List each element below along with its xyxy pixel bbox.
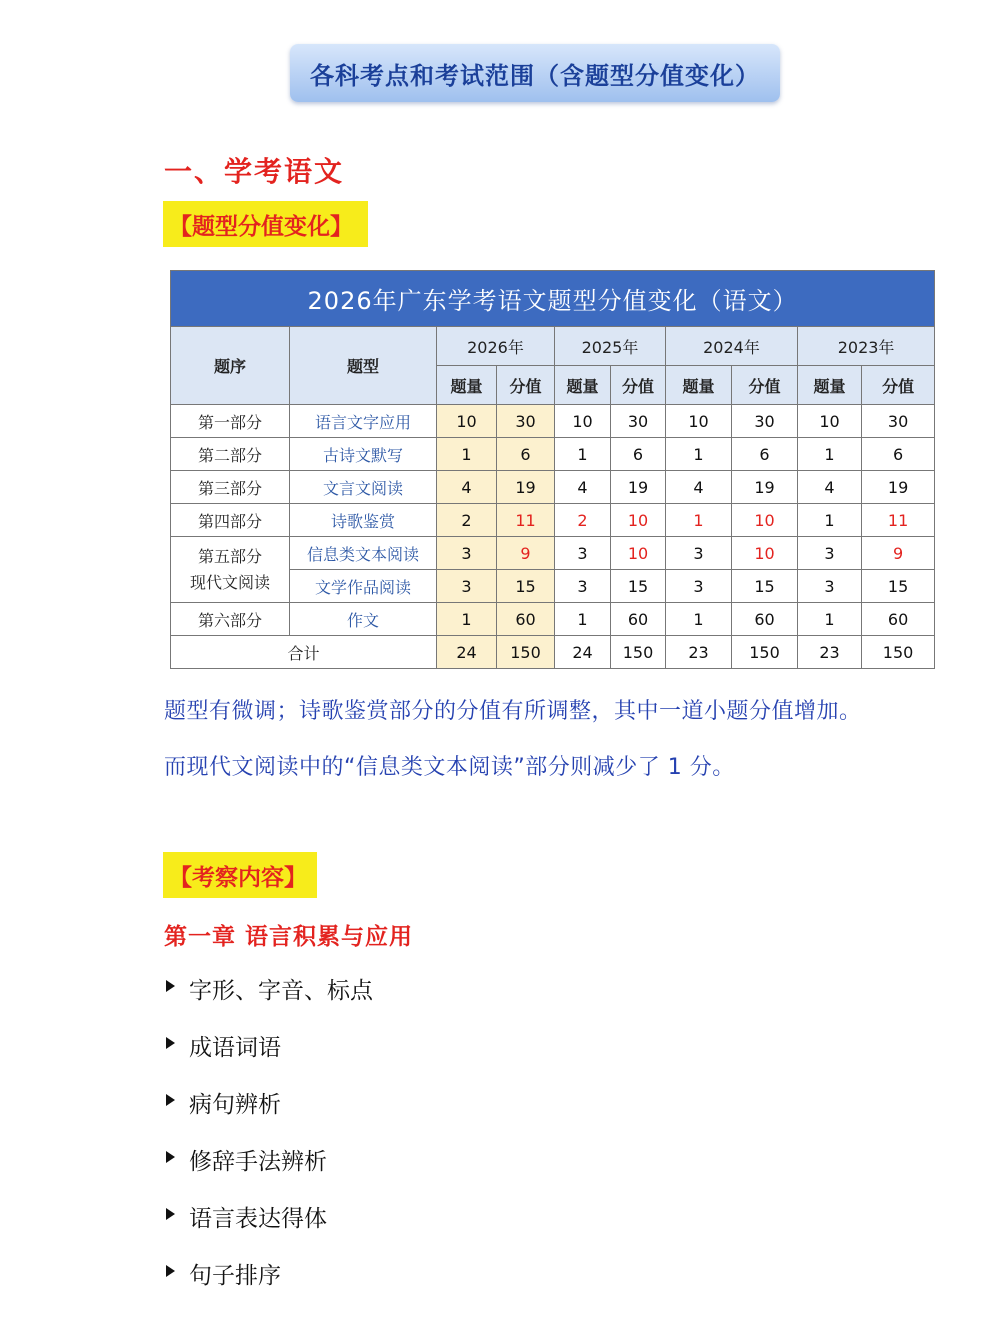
header-count: 题量 (666, 366, 732, 405)
cell: 11 (497, 504, 555, 537)
cell: 10 (611, 504, 666, 537)
cell: 1 (437, 603, 497, 636)
cell: 150 (862, 636, 935, 669)
list-item (164, 1029, 373, 1086)
row-order-part: 第五部分 (197, 546, 262, 566)
cell: 1 (798, 438, 862, 471)
header-year: 2026年 (437, 327, 555, 366)
triangle-bullet-icon (166, 1037, 175, 1049)
cell: 15 (732, 570, 798, 603)
cell: 2 (555, 504, 611, 537)
total-row (171, 636, 935, 669)
cell: 3 (666, 570, 732, 603)
total-label: 合计 (171, 636, 437, 669)
list-item-label: 字形、字音、标点 (189, 978, 373, 1004)
cell: 4 (437, 471, 497, 504)
cell: 2 (437, 504, 497, 537)
page-banner: 各科考点和考试范围（含题型分值变化） (290, 44, 780, 102)
cell: 10 (666, 405, 732, 438)
row-order (171, 537, 290, 603)
header-year: 2025年 (555, 327, 666, 366)
row-type: 信息类文本阅读 (290, 537, 437, 570)
cell: 10 (437, 405, 497, 438)
triangle-bullet-icon (166, 1151, 175, 1163)
cell: 10 (732, 537, 798, 570)
row-order: 第三部分 (171, 471, 290, 504)
tag-exam-content: 【考察内容】 (163, 852, 317, 898)
table-row (171, 537, 935, 570)
cell: 1 (666, 504, 732, 537)
section-title: 一、学考语文 (164, 155, 345, 188)
header-count: 题量 (437, 366, 497, 405)
cell: 6 (862, 438, 935, 471)
header-score: 分值 (611, 366, 666, 405)
cell: 30 (862, 405, 935, 438)
row-order: 第二部分 (171, 438, 290, 471)
triangle-bullet-icon (166, 1265, 175, 1277)
score-change-table (170, 270, 935, 669)
header-score: 分值 (732, 366, 798, 405)
cell: 19 (732, 471, 798, 504)
cell: 6 (611, 438, 666, 471)
list-item-label: 句子排序 (189, 1263, 281, 1289)
cell: 3 (437, 537, 497, 570)
table-row (171, 438, 935, 471)
cell: 4 (798, 471, 862, 504)
cell: 1 (798, 603, 862, 636)
header-score: 分值 (497, 366, 555, 405)
list-item-label: 修辞手法辨析 (189, 1149, 327, 1175)
header-order: 题序 (171, 327, 290, 405)
list-item (164, 1143, 373, 1200)
cell: 15 (862, 570, 935, 603)
list-item-label: 病句辨析 (189, 1092, 281, 1118)
triangle-bullet-icon (166, 980, 175, 992)
table-row (171, 603, 935, 636)
row-type: 文学作品阅读 (290, 570, 437, 603)
cell: 6 (732, 438, 798, 471)
table-row (171, 405, 935, 438)
row-order-sub: 现代文阅读 (189, 572, 270, 592)
cell: 4 (666, 471, 732, 504)
cell: 3 (666, 537, 732, 570)
cell: 3 (555, 537, 611, 570)
row-type: 语言文字应用 (290, 405, 437, 438)
cell: 19 (611, 471, 666, 504)
cell: 60 (611, 603, 666, 636)
cell: 10 (611, 537, 666, 570)
header-score: 分值 (862, 366, 935, 405)
cell: 150 (732, 636, 798, 669)
cell: 1 (798, 504, 862, 537)
table-title: 2026年广东学考语文题型分值变化（语文） (171, 271, 935, 327)
tag-score-change: 【题型分值变化】 (163, 201, 368, 247)
cell: 1 (437, 438, 497, 471)
cell: 150 (611, 636, 666, 669)
cell: 3 (555, 570, 611, 603)
row-type: 作文 (290, 603, 437, 636)
row-type: 文言文阅读 (290, 471, 437, 504)
cell: 23 (798, 636, 862, 669)
cell: 15 (611, 570, 666, 603)
chapter-title: 第一章 语言积累与应用 (164, 924, 414, 950)
cell: 10 (732, 504, 798, 537)
cell: 30 (497, 405, 555, 438)
list-item (164, 972, 373, 1029)
row-order: 第四部分 (171, 504, 290, 537)
cell: 60 (497, 603, 555, 636)
cell: 11 (862, 504, 935, 537)
cell: 1 (666, 438, 732, 471)
triangle-bullet-icon (166, 1208, 175, 1220)
header-count: 题量 (798, 366, 862, 405)
cell: 19 (862, 471, 935, 504)
header-type: 题型 (290, 327, 437, 405)
cell: 24 (437, 636, 497, 669)
list-item (164, 1086, 373, 1143)
cell: 9 (862, 537, 935, 570)
cell: 3 (798, 537, 862, 570)
header-year: 2024年 (666, 327, 798, 366)
cell: 15 (497, 570, 555, 603)
row-order: 第一部分 (171, 405, 290, 438)
header-count: 题量 (555, 366, 611, 405)
change-note: 题型有微调；诗歌鉴赏部分的分值有所调整，其中一道小题分值增加。 (164, 699, 862, 724)
table-row (171, 471, 935, 504)
header-year: 2023年 (798, 327, 935, 366)
triangle-bullet-icon (166, 1094, 175, 1106)
cell: 30 (732, 405, 798, 438)
cell: 19 (497, 471, 555, 504)
list-item (164, 1257, 373, 1314)
cell: 9 (497, 537, 555, 570)
cell: 4 (555, 471, 611, 504)
cell: 3 (798, 570, 862, 603)
list-item-label: 成语词语 (189, 1035, 281, 1061)
cell: 1 (555, 603, 611, 636)
cell: 10 (798, 405, 862, 438)
cell: 23 (666, 636, 732, 669)
list-item-label: 语言表达得体 (189, 1206, 327, 1232)
list-item (164, 1200, 373, 1257)
cell: 1 (666, 603, 732, 636)
row-type: 古诗文默写 (290, 438, 437, 471)
cell: 60 (862, 603, 935, 636)
cell: 30 (611, 405, 666, 438)
cell: 1 (555, 438, 611, 471)
cell: 150 (497, 636, 555, 669)
row-order: 第六部分 (171, 603, 290, 636)
cell: 10 (555, 405, 611, 438)
cell: 3 (437, 570, 497, 603)
cell: 6 (497, 438, 555, 471)
topic-list (164, 972, 373, 1314)
cell: 60 (732, 603, 798, 636)
row-type: 诗歌鉴赏 (290, 504, 437, 537)
change-note: 而现代文阅读中的“信息类文本阅读”部分则减少了 1 分。 (164, 755, 735, 780)
table-row (171, 504, 935, 537)
cell: 24 (555, 636, 611, 669)
